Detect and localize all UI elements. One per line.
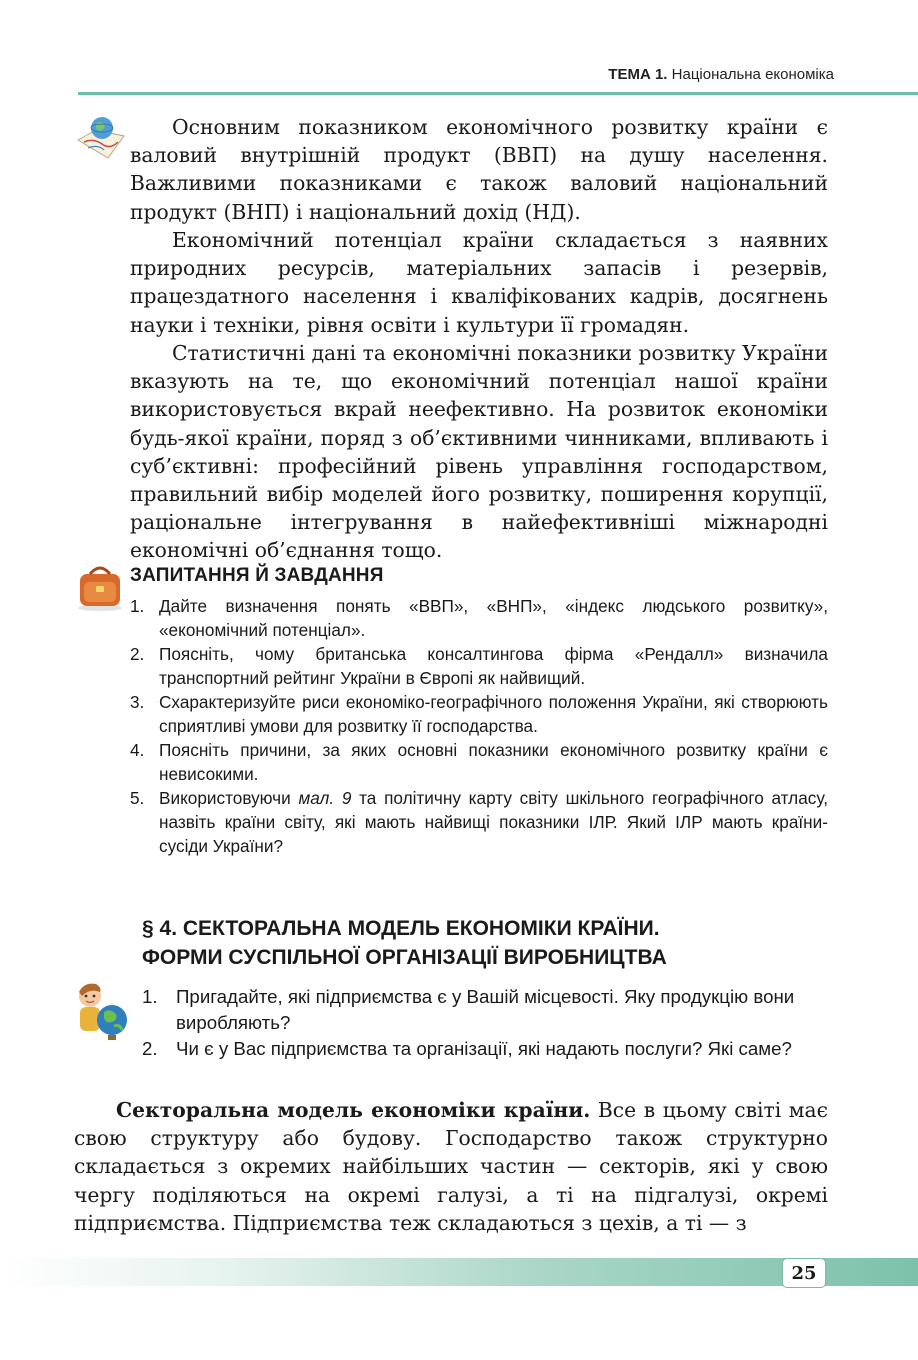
recall-number: 1. (142, 986, 158, 1007)
running-header (608, 66, 834, 83)
figure-reference: мал. 9 (298, 788, 352, 808)
recall-text: Чи є у Вас підприємства та організації, які надають послуги? Які саме? (176, 1038, 792, 1059)
list-item (142, 984, 828, 1036)
question-text: Поясніть, чому британська консалтингова фірма «Рендалл» визначила транспортний рейтинг України в Європі як найвищий. (159, 644, 828, 688)
list-item (130, 642, 828, 690)
header-topic-title: Національна економіка (671, 66, 834, 83)
list-item (142, 1036, 828, 1062)
recall-number: 2. (142, 1038, 158, 1059)
list-item (130, 594, 828, 642)
school-bag-icon (74, 560, 126, 612)
footer-band (0, 1258, 918, 1286)
paragraph-body-text: Все в цьому світі має свою структуру або будову. Господарство також структурно складається з окремих найбільших частин — секторів, які у свою чергу поділяються на окремі галузі, а ті на підгалузі, окремі підприємства. Підприємства теж складаються з цехів, а ті — з (74, 1098, 828, 1235)
boy-with-globe-icon (72, 980, 132, 1042)
question-number: 2. (130, 644, 145, 664)
list-item (130, 690, 828, 738)
questions-list (130, 594, 828, 858)
question-text: Схарактеризуйте риси економіко-географічного положення України, які створюють сприятливі умови для розвитку її господарства. (159, 692, 828, 736)
header-topic-label: ТЕМА 1. (608, 66, 668, 83)
section-title-line-1: § 4. СЕКТОРАЛЬНА МОДЕЛЬ ЕКОНОМІКИ КРАЇНИ. (142, 917, 660, 940)
list-item (130, 738, 828, 786)
question-number: 4. (130, 740, 145, 760)
paragraph-potential: Економічний потенціал країни складається з наявних природних ресурсів, матеріальних запасів і резервів, працездатного населення і кваліфікованих кадрів, досягнень науки і техніки, рівня освіти і культури її громадян. (130, 228, 828, 337)
question-text: Дайте визначення понять «ВВП», «ВНП», «індекс людського розвитку», «економічний потенціал». (159, 596, 828, 640)
paragraph-statistics: Статистичні дані та економічні показники розвитку України вказують на те, що економічний потенціал нашої країни використовується вкрай неефективно. На розвиток економіки будь-якої країни, поряд з об’єктивними чинниками, впливають і суб’єктивні: професійний рівень управління господарством, правильний вибір моделей його розвитку, поширення корупції, раціональне інтегрування в найефективніші міжнародні економічні об’єднання тощо. (130, 341, 828, 563)
page-number: 25 (782, 1258, 826, 1288)
question-text: Поясніть причини, за яких основні показники економічного розвитку країни є невисокими. (159, 740, 828, 784)
recall-list (142, 984, 828, 1062)
paragraph-sectoral-model (74, 1096, 828, 1237)
paragraph-gdp: Основним показником економічного розвитку країни є валовий внутрішній продукт (ВВП) на душу населення. Важливими показниками є також валовий національний продукт (ВНП) і національний дохід (НД). (130, 115, 828, 224)
question-number: 5. (130, 788, 145, 808)
question-text-after: та політичну карту світу шкільного географічного атласу, назвіть країни світу, які мають найвищі показники ІЛР. Який ІЛР мають країни-сусіди України? (159, 788, 828, 856)
map-globe-icon (74, 112, 128, 162)
term-bold-lead: Секторальна модель економіки країни. (116, 1098, 591, 1122)
question-number: 1. (130, 596, 145, 616)
header-rule (78, 92, 918, 95)
question-text-before: Використовуючи (159, 788, 299, 808)
list-item (130, 786, 828, 858)
section-title (142, 914, 832, 972)
questions-heading: ЗАПИТАННЯ Й ЗАВДАННЯ (130, 565, 384, 586)
question-number: 3. (130, 692, 145, 712)
recall-text: Пригадайте, які підприємства є у Вашій місцевості. Яку продукцію вони виробляють? (176, 986, 795, 1033)
section-title-line-2: ФОРМИ СУСПІЛЬНОЇ ОРГАНІЗАЦІЇ ВИРОБНИЦТВА (142, 946, 667, 969)
